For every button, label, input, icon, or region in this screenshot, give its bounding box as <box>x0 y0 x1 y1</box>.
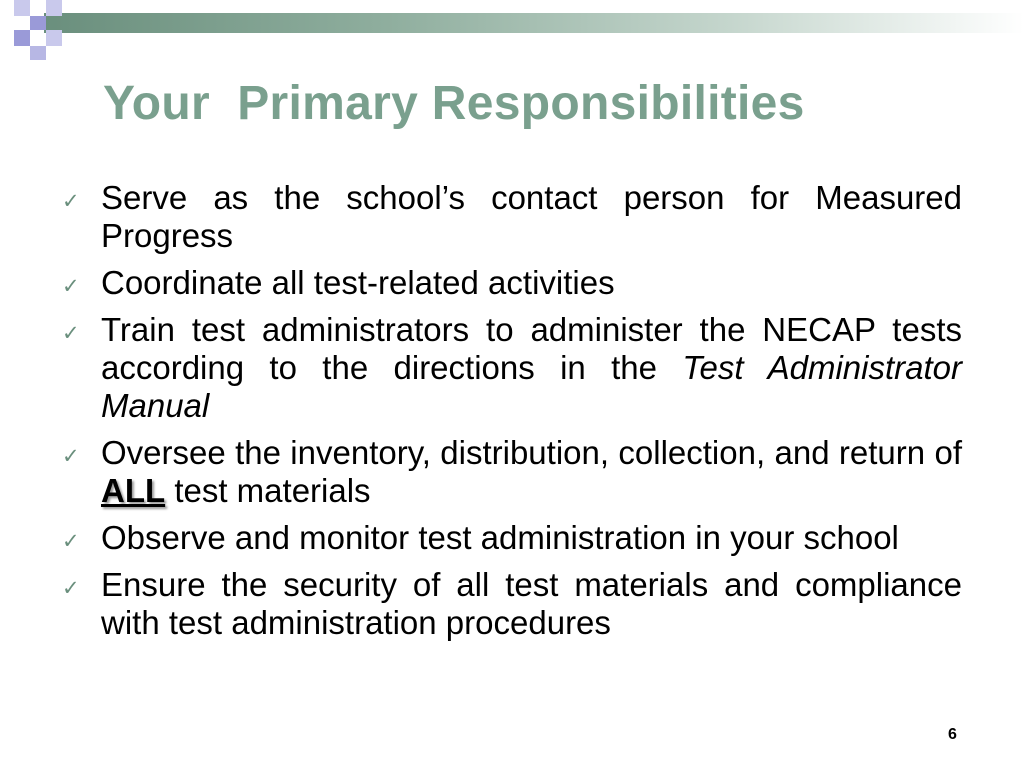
decorative-squares-logo <box>0 0 80 60</box>
bullet-text: Oversee the inventory, distribution, collection, and return of <box>101 434 962 471</box>
responsibilities-list <box>62 179 962 651</box>
emphasis-all: ALL <box>101 472 166 509</box>
list-item <box>62 264 962 302</box>
bullet-text: Coordinate all test-related activities <box>101 264 615 301</box>
list-item <box>62 311 962 425</box>
checkmark-icon: ✓ <box>62 529 80 553</box>
slide-title: Your Primary Responsibilities <box>103 77 805 130</box>
list-item <box>62 434 962 510</box>
list-item <box>62 566 962 642</box>
page-number: 6 <box>948 726 957 743</box>
bullet-text-after: test materials <box>165 472 371 509</box>
manual-title: Test Administrator Manual <box>101 349 963 424</box>
checkmark-icon: ✓ <box>62 189 80 213</box>
checkmark-icon: ✓ <box>62 274 80 298</box>
list-item <box>62 179 962 255</box>
checkmark-icon: ✓ <box>62 321 80 345</box>
bullet-text: Ensure the security of all test materials and compliance with test administration procedures <box>101 566 962 641</box>
bullet-text: Serve as the school’s contact person for Measured Progress <box>101 179 962 254</box>
header-gradient-band <box>44 13 1024 33</box>
list-item <box>62 519 962 557</box>
bullet-text: Train test administrators to administer the NECAP tests according to the directions in the <box>101 311 962 386</box>
checkmark-icon: ✓ <box>62 444 80 468</box>
bullet-text: Observe and monitor test administration in your school <box>101 519 899 556</box>
checkmark-icon: ✓ <box>62 576 80 600</box>
